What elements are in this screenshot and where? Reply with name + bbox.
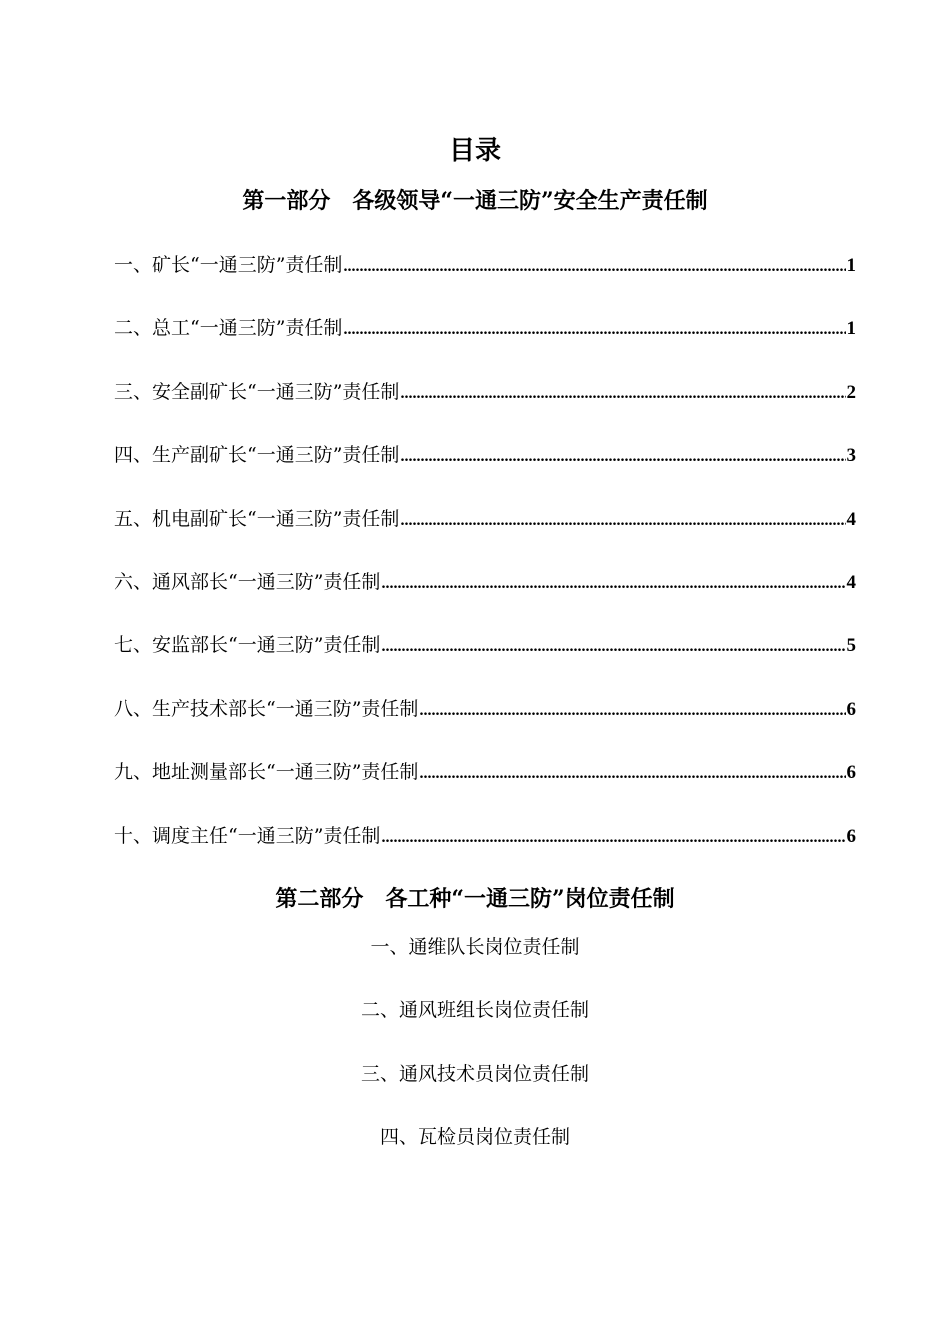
toc-entry[interactable] [114, 438, 856, 501]
toc-dot-leader [381, 630, 845, 664]
toc-entry[interactable] [114, 692, 856, 755]
toc-title: 目录 [448, 136, 501, 166]
toc-entry-label: 五、机电副矿长“一通三防”责任制 [114, 507, 400, 530]
toc-dot-leader [400, 504, 845, 538]
toc-entry-label: 十、调度主任“一通三防”责任制 [114, 824, 381, 847]
toc-dot-leader [381, 567, 845, 601]
toc-page-number: 6 [846, 825, 856, 847]
toc-entry[interactable] [114, 819, 856, 882]
toc-entry-label: 二、总工“一通三防”责任制 [114, 317, 343, 340]
part2-entry-list [0, 930, 950, 1184]
toc-page-number: 1 [846, 255, 856, 276]
part2-entry[interactable]: 四、瓦检员岗位责任制 [379, 1126, 570, 1149]
toc-entry-label: 六、通风部长“一通三防”责任制 [114, 570, 381, 593]
toc-page-number: 6 [846, 762, 856, 784]
toc-entry-label: 八、生产技术部长“一通三防”责任制 [114, 697, 419, 720]
toc-entry-label: 七、安监部长“一通三防”责任制 [114, 634, 381, 657]
toc-page-number: 2 [846, 381, 856, 403]
part1-toc-list [114, 248, 856, 882]
toc-page-number: 4 [846, 508, 856, 530]
toc-entry[interactable] [114, 248, 856, 311]
toc-entry-label: 三、安全副矿长“一通三防”责任制 [114, 380, 400, 403]
part1-heading: 第一部分 各级领导“一通三防”安全生产责任制 [242, 188, 708, 214]
toc-entry[interactable] [114, 755, 856, 818]
toc-dot-leader [381, 821, 845, 855]
part2-entry[interactable]: 三、通风技术员岗位责任制 [360, 1062, 589, 1085]
toc-page-number: 4 [846, 571, 856, 593]
toc-entry[interactable] [114, 375, 856, 438]
toc-dot-leader [419, 694, 845, 728]
toc-page-number: 3 [846, 445, 856, 467]
toc-entry[interactable] [114, 311, 856, 374]
toc-dot-leader [343, 250, 845, 284]
toc-entry-label: 一、矿长“一通三防”责任制 [114, 254, 343, 276]
toc-dot-leader [400, 440, 845, 474]
toc-entry[interactable] [114, 565, 856, 628]
toc-page-number: 5 [846, 635, 856, 657]
part2-heading: 第二部分 各工种“一通三防”岗位责任制 [275, 886, 675, 912]
toc-page-number: 6 [846, 698, 856, 720]
toc-dot-leader [343, 313, 845, 347]
toc-dot-leader [400, 377, 845, 411]
toc-page-number: 1 [846, 318, 856, 340]
part2-entry[interactable]: 一、通维队长岗位责任制 [370, 936, 580, 958]
toc-entry-label: 九、地址测量部长“一通三防”责任制 [114, 761, 419, 784]
toc-entry-label: 四、生产副矿长“一通三防”责任制 [114, 444, 400, 467]
part2-entry[interactable]: 二、通风班组长岗位责任制 [360, 999, 589, 1022]
toc-dot-leader [419, 757, 845, 791]
toc-entry[interactable] [114, 628, 856, 691]
toc-entry[interactable] [114, 502, 856, 565]
